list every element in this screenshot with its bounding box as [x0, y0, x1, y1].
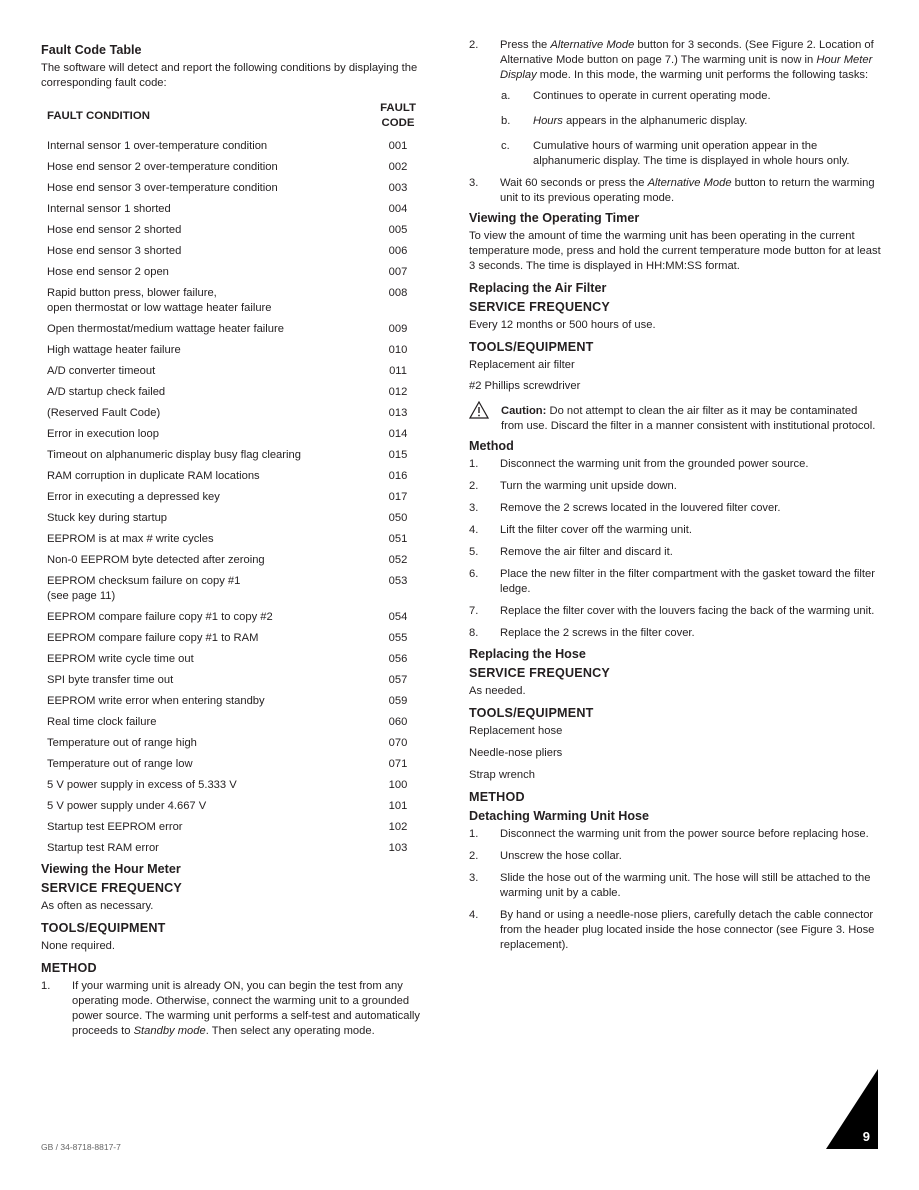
step-number: 4. [469, 524, 479, 536]
fault-code-cell: 054 [388, 611, 408, 623]
table-header-row [41, 97, 439, 136]
fault-condition-cell: A/D converter timeout [47, 365, 156, 377]
list-item [469, 457, 881, 472]
table-row [41, 691, 439, 712]
fault-condition-cell: Startup test EEPROM error [47, 821, 183, 833]
fault-condition-cell: Hose end sensor 2 open [47, 266, 169, 278]
fault-condition-cell: EEPROM checksum failure on copy #1 (see page 11) [47, 575, 241, 602]
step-number: 7. [469, 605, 479, 617]
sub-step-letter: c. [501, 140, 510, 152]
step-number: 2. [469, 850, 479, 862]
fault-code-cell: 016 [388, 470, 408, 482]
sub-step-text: Continues to operate in current operating mode. [533, 90, 771, 102]
table-row [41, 754, 439, 775]
fault-code-cell: 005 [388, 224, 408, 236]
step-text: Press the [500, 39, 551, 51]
step-text: Remove the air filter and discard it. [500, 546, 673, 558]
col-fault-condition: FAULT CONDITION [47, 109, 150, 122]
fault-condition-cell: Error in executing a depressed key [47, 491, 220, 503]
fault-code-cell: 056 [388, 653, 408, 665]
fault-condition-cell: High wattage heater failure [47, 344, 181, 356]
table-row [41, 199, 439, 220]
fault-code-cell: 053 [388, 575, 408, 587]
table-row [41, 340, 439, 361]
step-number: 6. [469, 568, 479, 580]
table-row [41, 487, 439, 508]
fault-condition-cell: Error in execution loop [47, 428, 159, 440]
step-emphasis: Standby mode [133, 1025, 206, 1037]
table-row [41, 670, 439, 691]
step-number: 1. [41, 980, 51, 992]
fault-code-cell: 057 [388, 674, 408, 686]
detach-hose-title: Detaching Warming Unit Hose [469, 809, 650, 823]
table-row [41, 628, 439, 649]
table-row [41, 529, 439, 550]
table-row [41, 775, 439, 796]
caution-label: Caution: [501, 405, 547, 417]
list-item [41, 979, 441, 1039]
fault-condition-cell: Startup test RAM error [47, 842, 159, 854]
step-text: Slide the hose out of the warming unit. The hose will still be attached to the warming unit by a cable. [500, 872, 871, 899]
table-row [41, 262, 439, 283]
tool-item: Needle-nose pliers [469, 747, 563, 759]
hour-meter-tools-text: None required. [41, 940, 116, 952]
hour-meter-steps [41, 979, 441, 1039]
step-text: Disconnect the warming unit from the power source before replacing hose. [500, 828, 869, 840]
table-row [41, 817, 439, 838]
table-row [41, 607, 439, 628]
list-item [469, 626, 881, 641]
list-item [469, 908, 881, 953]
fault-condition-cell: RAM corruption in duplicate RAM locations [47, 470, 260, 482]
left-column [41, 38, 441, 1046]
page-corner-triangle [826, 1069, 878, 1149]
fault-condition-cell: SPI byte transfer time out [47, 674, 174, 686]
tool-item: Strap wrench [469, 769, 535, 781]
list-item [469, 523, 881, 538]
fault-code-cell: 015 [388, 449, 408, 461]
list-item [500, 114, 881, 129]
fault-code-cell: 060 [388, 716, 408, 728]
fault-code-cell: 008 [388, 287, 408, 299]
sub-step-text: appears in the alphanumeric display. [562, 115, 748, 127]
list-item [469, 479, 881, 494]
air-filter-steps [469, 457, 881, 641]
list-item [469, 871, 881, 901]
step-text: By hand or using a needle-nose pliers, carefully detach the cable connector from the header plug located inside the hose connector (see Figure 3. Hose replacement). [500, 909, 875, 951]
step-number: 1. [469, 828, 479, 840]
list-item [469, 827, 881, 842]
fault-code-cell: 011 [389, 365, 407, 377]
table-row [41, 712, 439, 733]
list-item [469, 176, 881, 206]
hour-meter-service-frequency-label: SERVICE FREQUENCY [41, 881, 183, 895]
fault-code-cell: 103 [388, 842, 408, 854]
air-filter-method-label: Method [469, 439, 514, 453]
table-row [41, 136, 439, 157]
step-text: Wait 60 seconds or press the [500, 177, 648, 189]
operating-timer-title: Viewing the Operating Timer [469, 211, 640, 225]
sub-task-list [500, 89, 881, 169]
fault-condition-cell: Timeout on alphanumeric display busy flag clearing [47, 449, 301, 461]
fault-condition-cell: Temperature out of range high [47, 737, 197, 749]
hose-service-frequency-text: As needed. [469, 685, 526, 697]
step-text: Disconnect the warming unit from the grounded power source. [500, 458, 809, 470]
step-text: button to return the warming unit to its previous operating mode. [500, 177, 875, 204]
fault-condition-cell: Stuck key during startup [47, 512, 168, 524]
table-row [41, 220, 439, 241]
fault-table-body [41, 136, 439, 859]
step-text: Unscrew the hose collar. [500, 850, 622, 862]
fault-condition-cell: EEPROM write error when entering standby [47, 695, 265, 707]
step-text: Replace the filter cover with the louvers facing the back of the warming unit. [500, 605, 875, 617]
fault-condition-cell: Non-0 EEPROM byte detected after zeroing [47, 554, 265, 566]
step-emphasis: Alternative Mode [550, 39, 635, 51]
table-row [41, 382, 439, 403]
step-number: 1. [469, 458, 479, 470]
step-text: mode. In this mode, the warming unit performs the following tasks: [536, 69, 869, 81]
step-text: Replace the 2 screws in the filter cover. [500, 627, 695, 639]
step-number: 4. [469, 909, 479, 921]
page-number: 9 [862, 1129, 870, 1144]
fault-code-cell: 003 [388, 182, 408, 194]
fault-code-cell: 101 [388, 800, 408, 812]
step-text: If your warming unit is already ON, you can begin the test from any operating mode. Otherwise, connect the warming unit to a grounded power source. The warming unit performs a self-test and automatically proceeds to [72, 980, 421, 1037]
list-item [500, 89, 881, 104]
fault-code-cell: 001 [388, 140, 408, 152]
hour-meter-service-frequency-text: As often as necessary. [41, 900, 154, 912]
step-number: 3. [469, 872, 479, 884]
fault-condition-cell: Hose end sensor 3 shorted [47, 245, 182, 257]
fault-condition-cell: EEPROM compare failure copy #1 to RAM [47, 632, 259, 644]
sub-step-letter: b. [501, 115, 511, 127]
step-number: 3. [469, 177, 479, 189]
list-item [500, 139, 881, 169]
fault-code-cell: 102 [388, 821, 408, 833]
tool-item: Replacement hose [469, 725, 563, 737]
hour-meter-method-label: METHOD [41, 961, 97, 975]
table-row [41, 445, 439, 466]
hour-meter-steps-continued [469, 38, 881, 206]
warning-triangle-icon [469, 401, 489, 419]
table-row [41, 733, 439, 754]
right-column [469, 38, 881, 960]
fault-condition-cell: Internal sensor 1 shorted [47, 203, 171, 215]
tool-item: Replacement air filter [469, 359, 575, 371]
step-number: 2. [469, 39, 479, 51]
fault-code-cell: 004 [388, 203, 408, 215]
fault-condition-cell: Internal sensor 1 over-temperature condition [47, 140, 268, 152]
fault-table-intro: The software will detect and report the following conditions by displaying the corresponding fault code: [41, 62, 418, 89]
table-row [41, 178, 439, 199]
air-filter-service-frequency-text: Every 12 months or 500 hours of use. [469, 319, 656, 331]
fault-code-table [41, 97, 439, 859]
table-row [41, 550, 439, 571]
sub-step-text: Cumulative hours of warming unit operation appear in the alphanumeric display. The time is displayed in whole hours only. [533, 140, 850, 167]
fault-condition-cell: (Reserved Fault Code) [47, 407, 161, 419]
step-number: 5. [469, 546, 479, 558]
fault-code-cell: 009 [388, 323, 408, 335]
hour-meter-title: Viewing the Hour Meter [41, 862, 181, 876]
list-item [469, 38, 881, 169]
list-item [469, 567, 881, 597]
step-number: 2. [469, 480, 479, 492]
fault-code-cell: 010 [388, 344, 408, 356]
list-item [469, 545, 881, 560]
caution-text: Do not attempt to clean the air filter as it may be contaminated from use. Discard the filter in a manner consistent with institutional protocol. [501, 405, 876, 432]
fault-code-cell: 013 [388, 407, 408, 419]
detach-hose-steps [469, 827, 881, 953]
step-text: Remove the 2 screws located in the louvered filter cover. [500, 502, 781, 514]
step-number: 8. [469, 627, 479, 639]
sub-step-letter: a. [501, 90, 511, 102]
table-row [41, 466, 439, 487]
fault-condition-cell: 5 V power supply in excess of 5.333 V [47, 779, 237, 791]
step-text: . Then select any operating mode. [205, 1025, 375, 1037]
fault-condition-cell: Hose end sensor 2 shorted [47, 224, 182, 236]
table-row [41, 838, 439, 859]
hose-tools-label: TOOLS/EQUIPMENT [469, 706, 594, 720]
fault-condition-cell: Rapid button press, blower failure, open thermostat or low wattage heater failure [47, 287, 272, 314]
list-item [469, 501, 881, 516]
table-row [41, 424, 439, 445]
step-emphasis: Alternative Mode [647, 177, 732, 189]
fault-condition-cell: Real time clock failure [47, 716, 157, 728]
table-row [41, 403, 439, 424]
table-row [41, 571, 439, 607]
tool-item: #2 Phillips screwdriver [469, 380, 581, 392]
fault-table-title: Fault Code Table [41, 43, 142, 57]
hour-meter-tools-label: TOOLS/EQUIPMENT [41, 921, 166, 935]
hose-title: Replacing the Hose [469, 647, 586, 661]
air-filter-title: Replacing the Air Filter [469, 281, 607, 295]
hose-method-label: METHOD [469, 790, 525, 804]
step-text: Place the new filter in the filter compartment with the gasket toward the filter ledge. [500, 568, 875, 595]
step-emphasis: Hour Meter Display [500, 54, 873, 81]
fault-condition-cell: 5 V power supply under 4.667 V [47, 800, 207, 812]
fault-code-cell: 100 [388, 779, 408, 791]
table-row [41, 319, 439, 340]
air-filter-service-frequency-label: SERVICE FREQUENCY [469, 300, 611, 314]
table-row [41, 241, 439, 262]
fault-condition-cell: EEPROM write cycle time out [47, 653, 194, 665]
fault-code-cell: 012 [388, 386, 408, 398]
table-row [41, 649, 439, 670]
fault-code-cell: 052 [388, 554, 408, 566]
fault-condition-cell: Open thermostat/medium wattage heater failure [47, 323, 284, 335]
fault-code-cell: 002 [388, 161, 408, 173]
step-text: button for 3 seconds. (See Figure 2. Location of Alternative Mode button on page 7.) The warming unit is now in [500, 39, 874, 66]
fault-condition-cell: A/D startup check failed [47, 386, 166, 398]
list-item [469, 849, 881, 864]
step-text: Turn the warming unit upside down. [500, 480, 677, 492]
fault-code-cell: 017 [388, 491, 408, 503]
document-code: GB / 34-8718-8817-7 [41, 1142, 121, 1152]
fault-condition-cell: Temperature out of range low [47, 758, 193, 770]
hose-service-frequency-label: SERVICE FREQUENCY [469, 666, 611, 680]
fault-code-cell: 014 [388, 428, 408, 440]
fault-condition-cell: Hose end sensor 2 over-temperature condition [47, 161, 278, 173]
fault-code-cell: 059 [388, 695, 408, 707]
operating-timer-text: To view the amount of time the warming unit has been operating in the current temperature mode, press and hold the current temperature mode button for at least 3 seconds. The time is displayed in HH:MM:SS format. [469, 230, 881, 272]
table-row [41, 157, 439, 178]
list-item [469, 604, 881, 619]
table-row [41, 508, 439, 529]
fault-code-cell: 071 [388, 758, 408, 770]
fault-condition-cell: EEPROM compare failure copy #1 to copy #2 [47, 611, 273, 623]
fault-condition-cell: Hose end sensor 3 over-temperature condition [47, 182, 278, 194]
step-number: 3. [469, 502, 479, 514]
fault-code-cell: 051 [388, 533, 408, 545]
fault-code-cell: 050 [388, 512, 408, 524]
sub-step-emphasis: Hours [533, 115, 563, 127]
fault-code-cell: 070 [388, 737, 408, 749]
fault-code-cell: 055 [388, 632, 408, 644]
air-filter-tools-label: TOOLS/EQUIPMENT [469, 340, 594, 354]
fault-condition-cell: EEPROM is at max # write cycles [47, 533, 214, 545]
fault-code-cell: 006 [388, 245, 408, 257]
fault-code-cell: 007 [388, 266, 408, 278]
table-row [41, 283, 439, 319]
table-row [41, 796, 439, 817]
table-row [41, 361, 439, 382]
step-text: Lift the filter cover off the warming unit. [500, 524, 692, 536]
col-fault-code: FAULT CODE [380, 102, 416, 129]
caution-notice [469, 404, 881, 434]
